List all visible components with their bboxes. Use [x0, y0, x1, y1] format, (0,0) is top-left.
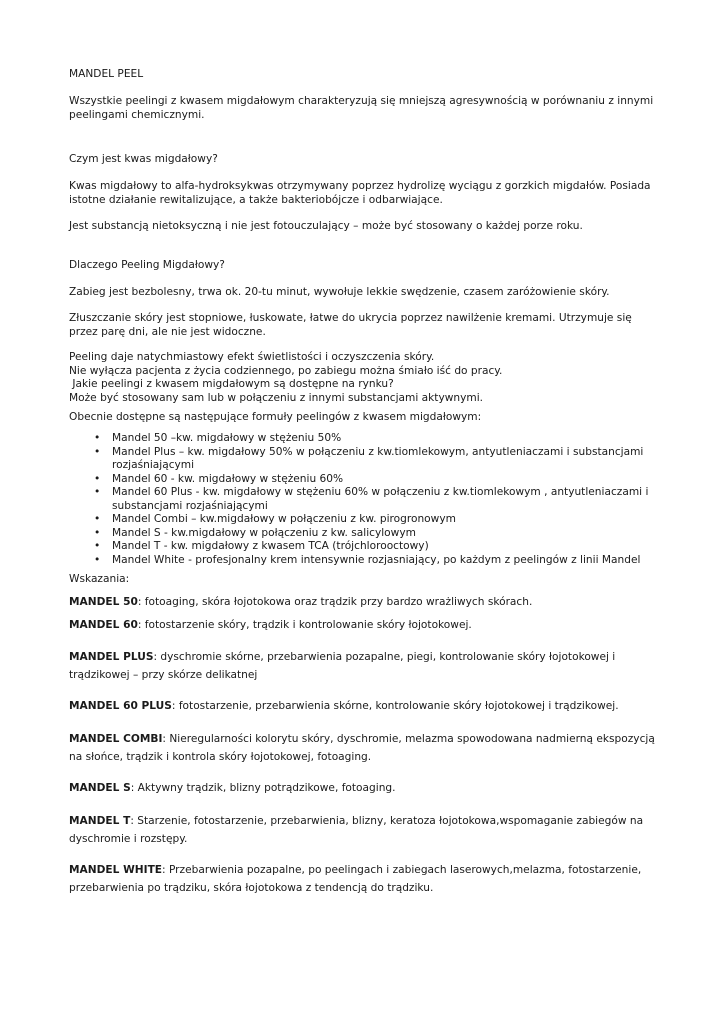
indications-label: Wskazania:	[69, 573, 130, 585]
indication-text: : Aktywny trądzik, blizny potrądzikowe, fotoaging.	[130, 782, 396, 794]
indication-text: : dyschromie skórne, przebarwienia pozapalne, piegi, kontrolowanie skóry łojotokowej i trądzikowej – przy skórze delikatnej	[69, 651, 616, 681]
paragraph-nontoxic: Jest substancją nietoksyczną i nie jest fotouczulający – może być stosowany o każdej porze roku.	[69, 220, 583, 232]
list-item: • Mandel Plus – kw. migdałowy 50% w połączeniu z kw.tiomlekowym, antyutleniaczami i substancjami rozjaśniającymi	[69, 446, 669, 473]
intro-paragraph: Wszystkie peelingi z kwasem migdałowym charakteryzują się mniejszą agresywnością w porównaniu z innymi peelingami chemicznymi.	[69, 95, 654, 121]
list-item: • Mandel T - kw. migdałowy z kwasem TCA (trójchlorooctowy)	[69, 540, 669, 554]
indication-name: MANDEL S	[69, 782, 131, 794]
indication-mandel-60	[69, 616, 659, 634]
indication-text: : Przebarwienia pozapalne, po peelingach i zabiegach laserowych,melazma, fotostarzenie, przebarwienia po trądziku, skóra łojotokowa z tendencją do trądziku.	[69, 864, 642, 894]
list-item: • Mandel White - profesjonalny krem intensywnie rozjasniający, po każdym z peelingów z linii Mandel	[69, 554, 669, 568]
indication-text: : Nieregularności kolorytu skóry, dyschromie, melazma spowodowana nadmierną ekspozycją na słońce, trądzik i kontrola skóry łojotokowej, fotoaging.	[69, 733, 655, 763]
list-item: • Mandel S - kw.migdałowy w połączeniu z kw. salicylowym	[69, 527, 669, 541]
indication-mandel-combi	[69, 730, 659, 766]
indication-text: : fotoaging, skóra łojotokowa oraz trądzik przy bardzo wrażliwych skórach.	[137, 596, 533, 608]
indication-text: : Starzenie, fotostarzenie, przebarwienia, blizny, keratoza łojotokowa,wspomaganie zabiegów na dyschromie i rozstępy.	[69, 815, 644, 845]
effects-line: Nie wyłącza pacjenta z życia codziennego, po zabiegu można śmiało iść do pracy.	[69, 364, 503, 377]
paragraph-exfoliation: Złuszczanie skóry jest stopniowe, łuskowate, łatwe do ukrycia poprzez nawilżenie kremami. Utrzymuje się przez parę dni, ale nie jest widoczne.	[69, 312, 632, 338]
paragraph-definition: Kwas migdałowy to alfa-hydroksykwas otrzymywany poprzez hydrolizę wyciągu z gorzkich migdałów. Posiada istotne działanie rewitalizujące, a także bakteriobójcze i odbarwiające.	[69, 180, 651, 206]
question-heading-2: Dlaczego Peeling Migdałowy?	[69, 259, 225, 271]
indication-name: MANDEL 60	[69, 619, 138, 631]
list-item: • Mandel 60 - kw. migdałowy w stężeniu 60%	[69, 473, 669, 487]
list-item: • Mandel Combi – kw.migdałowy w połączeniu z kw. pirogronowym	[69, 513, 669, 527]
formulas-list	[69, 432, 669, 567]
effects-line: Jakie peelingi z kwasem migdałowym są dostępne na rynku?	[69, 378, 394, 390]
question-heading-1: Czym jest kwas migdałowy?	[69, 153, 218, 165]
effects-line: Może być stosowany sam lub w połączeniu z innymi substancjami aktywnymi.	[69, 391, 483, 404]
effects-line: Peeling daje natychmiastowy efekt świetlistości i oczyszczenia skóry.	[69, 351, 435, 363]
indication-text: : fotostarzenie, przebarwienia skórne, kontrolowanie skóry łojotokowej i trądzikowej.	[171, 700, 619, 712]
list-item: • Mandel 60 Plus - kw. migdałowy w stężeniu 60% w połączeniu z kw.tiomlekowym , antyutleniaczami i substancjami rozjaśniającymi	[69, 486, 669, 513]
indication-name: MANDEL WHITE	[69, 864, 163, 876]
formulas-intro: Obecnie dostępne są następujące formuły peelingów z kwasem migdałowym:	[69, 411, 482, 423]
indication-name: MANDEL COMBI	[69, 733, 163, 745]
indication-name: MANDEL 60 PLUS	[69, 700, 172, 712]
indication-mandel-s	[69, 779, 659, 797]
indication-mandel-white	[69, 861, 659, 897]
indication-mandel-plus	[69, 648, 659, 684]
paragraph-procedure: Zabieg jest bezbolesny, trwa ok. 20-tu minut, wywołuje lekkie swędzenie, czasem zaróżowienie skóry.	[69, 286, 610, 298]
indication-mandel-t	[69, 812, 659, 848]
indication-name: MANDEL T	[69, 815, 131, 827]
indication-mandel-60-plus	[69, 697, 659, 715]
indication-text: : fotostarzenie skóry, trądzik i kontrolowanie skóry łojotokowej.	[137, 619, 472, 631]
indication-mandel-50	[69, 593, 659, 611]
indication-name: MANDEL PLUS	[69, 651, 154, 663]
list-item: • Mandel 50 –kw. migdałowy w stężeniu 50%	[69, 432, 669, 446]
paragraph-effects	[69, 351, 659, 405]
indication-name: MANDEL 50	[69, 596, 138, 608]
document-title: MANDEL PEEL	[69, 68, 144, 80]
